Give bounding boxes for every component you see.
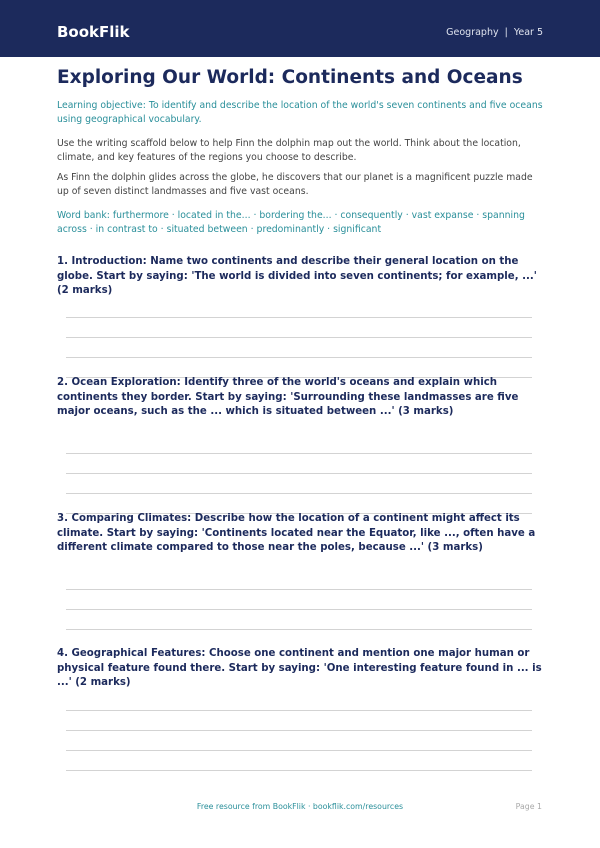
meta-separator: | [504,27,508,38]
page-title: Exploring Our World: Continents and Oceans [57,67,523,88]
word-bank: Word bank: furthermore · located in the... · bordering the... · consequently · vast expanse · spanning across · in contrast to · situated between · predominantly · significant [57,210,525,235]
answer-line[interactable] [66,589,532,590]
instructions: Use the writing scaffold below to help Finn the dolphin map out the world. Think about the location, climate, and key features of the regions you choose to describe. [57,138,521,163]
answer-line[interactable] [66,357,532,358]
answer-line[interactable] [66,770,532,771]
answer-line[interactable] [66,730,532,731]
answer-line[interactable] [66,473,532,474]
intro-text: As Finn the dolphin glides across the globe, he discovers that our planet is a magnificent puzzle made up of seven distinct landmasses and five vast oceans. [57,172,533,197]
answer-line[interactable] [66,629,532,630]
learning-objective: Learning objective: To identify and describe the location of the world's seven continents and five oceans using geographical vocabulary. [57,100,543,125]
year-label: Year 5 [513,27,543,38]
answer-line[interactable] [66,317,532,318]
answer-line[interactable] [66,453,532,454]
question-3: 3. Comparing Climates: Describe how the location of a continent might affect its climate. Start by saying: 'Continents located near the Equator, like ..., often have a different climate compared to those near the poles, because ...' (3 marks) [57,513,536,553]
subject-year-label [446,27,543,39]
page-header [0,0,600,57]
subject-label: Geography [446,27,499,38]
question-1: 1. Introduction: Name two continents and describe their general location on the globe. Start by saying: 'The world is divided into seven continents; for example, ...' (2 marks) [57,256,537,296]
question-4: 4. Geographical Features: Choose one continent and mention one major human or physical feature found there. Start by saying: 'One interesting feature found in ... is ...' (2 marks) [57,648,542,688]
answer-line[interactable] [66,750,532,751]
brand-logo: BookFlik [57,23,130,41]
page-number: Page 1 [515,802,542,811]
answer-line[interactable] [66,609,532,610]
footer-resource-link[interactable]: Free resource from BookFlik · bookflik.com/resources [196,802,404,811]
answer-line[interactable] [66,710,532,711]
answer-line[interactable] [66,493,532,494]
answer-line[interactable] [66,337,532,338]
question-2: 2. Ocean Exploration: Identify three of the world's oceans and explain which continents they border. Start by saying: 'Surrounding these landmasses are five major oceans, such as the ... which is situated between ...' (3 marks) [57,377,519,417]
